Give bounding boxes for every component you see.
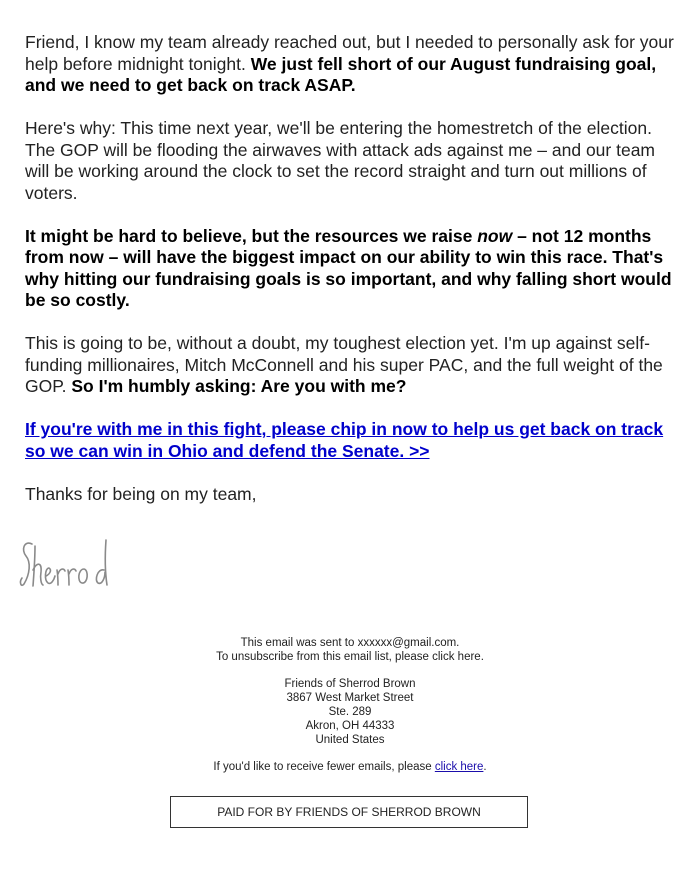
address-suite: Ste. 289 — [328, 706, 372, 718]
toughest-text: This is going to be, without a doubt, my toughest election yet. I'm up against self-funding millionaires, Mitch McConnell and his super PAC, and the full weight of the GOP. — [25, 333, 663, 396]
resources-bold-before: It might be hard to believe, but the resources we raise — [25, 225, 478, 246]
paragraph-cta — [25, 419, 677, 462]
resources-bold-text — [25, 226, 672, 311]
fewer-emails-link[interactable]: click here — [434, 761, 484, 773]
unsubscribe-line[interactable]: To unsubscribe from this email list, please click here. — [216, 651, 484, 663]
intro-text: Friend, I know my team already reached out, but I needed to personally ask for your help before midnight tonight. — [25, 32, 674, 74]
address-city: Akron, OH 44333 — [305, 720, 395, 732]
paid-for-disclaimer: PAID FOR BY FRIENDS OF SHERROD BROWN — [170, 796, 528, 828]
paragraph-resources — [25, 226, 677, 312]
signature-image — [18, 532, 123, 592]
fewer-emails-prefix: If you'd like to receive fewer emails, please — [213, 761, 435, 773]
address-country: United States — [315, 734, 385, 746]
email-body — [25, 32, 677, 527]
resources-bold-after: – not 12 months from now – will have the biggest impact on our ability to win this race. That's why hitting our fundraising goals is so important, and why falling short would be so costly. — [25, 225, 672, 310]
email-footer — [0, 636, 700, 774]
address-street: 3867 West Market Street — [286, 692, 414, 704]
paragraph-intro — [25, 32, 677, 97]
donate-cta-link[interactable]: If you're with me in this fight, please chip in now to help us get back on track so we can win in Ohio and defend the Senate. >> — [25, 419, 664, 461]
recipient-email: xxxxxx@gmail.com — [357, 637, 457, 649]
paragraph-why: Here's why: This time next year, we'll be entering the homestretch of the election. The GOP will be flooding the airwaves with attack ads against me – and our team will be working around the clock to set the record straight and turn out millions of voters. — [25, 118, 656, 203]
fewer-emails-line — [0, 760, 700, 774]
closing-line: Thanks for being on my team, — [25, 483, 257, 504]
toughest-bold-text: So I'm humbly asking: Are you with me? — [71, 376, 407, 396]
sent-to-line — [0, 636, 700, 650]
paragraph-toughest-election — [25, 333, 677, 398]
sent-to-suffix: . — [456, 637, 460, 649]
address-org: Friends of Sherrod Brown — [284, 678, 416, 690]
intro-bold-text: We just fell short of our August fundraising goal, and we need to get back on track ASAP. — [25, 53, 657, 95]
fewer-emails-suffix: . — [483, 761, 487, 773]
sent-to-prefix: This email was sent to — [240, 637, 358, 649]
resources-italic-now: now — [477, 225, 513, 246]
